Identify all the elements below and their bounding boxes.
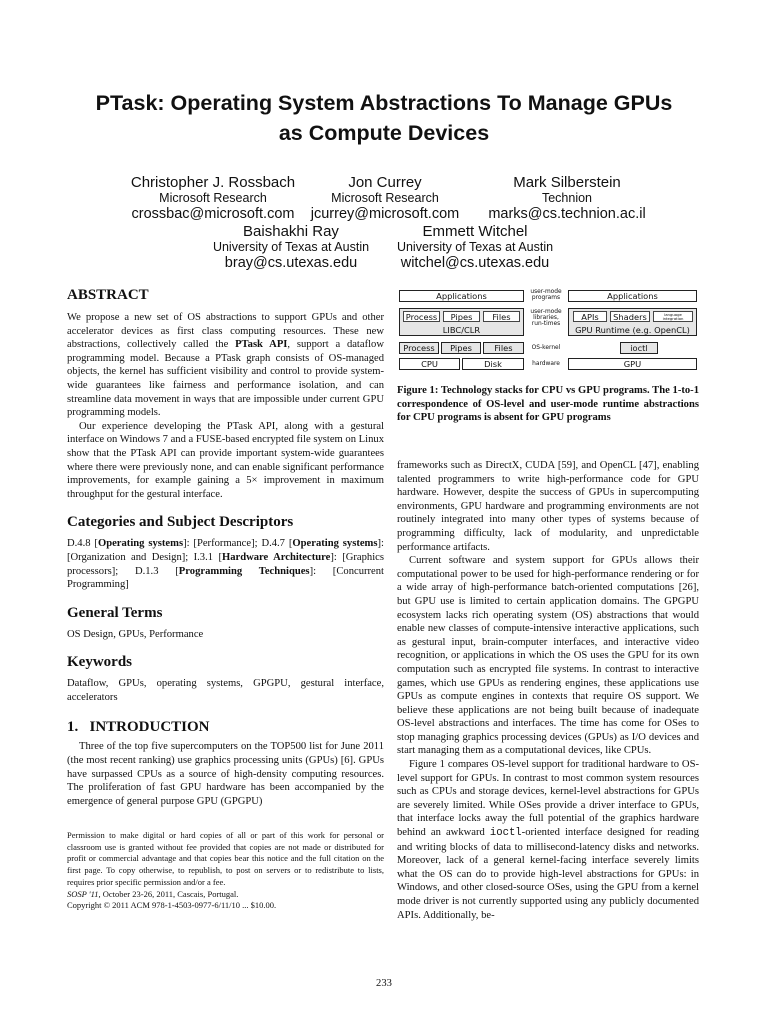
venue-name: SOSP '11, — [67, 888, 101, 899]
user-mode-libraries-label: user-mode libraries, run-times — [530, 309, 562, 328]
category-text: ]: [Concurrent Programming] — [67, 565, 384, 591]
author-affiliation: University of Texas at Austin — [212, 240, 370, 254]
gpu-hardware-box: GPU — [568, 358, 697, 370]
abstract-text: We propose a new set of OS abstractions to support GPUs and other accelerator devices as first class computing resources. These new abstractions, collectively called the — [67, 312, 384, 351]
author-email: jcurrey@microsoft.com — [310, 206, 460, 222]
category-bold: Hardware Architecture — [221, 551, 331, 563]
left-column — [67, 286, 384, 808]
figure-caption: Figure 1: Technology stacks for CPU vs GPU programs. The 1-to-1 correspondence of OS-level and user-mode runtime abstractions for CPU programs is absent for GPU programs — [397, 385, 699, 424]
abstract-paragraph-1 — [67, 311, 384, 420]
cpu-applications-box: Applications — [399, 290, 524, 302]
author-name: Jon Currey — [348, 174, 422, 191]
author-affiliation: Microsoft Research — [331, 191, 439, 205]
author-block-witchel — [380, 223, 570, 272]
intro-paragraph-3 — [397, 758, 699, 922]
category-text: ]: [Graphics processors]; D.1.3 [ — [67, 551, 384, 577]
categories-text — [67, 537, 384, 591]
cpu-libc-label: LIBC/CLR — [442, 324, 481, 335]
right-column — [397, 459, 699, 922]
category-bold: Operating systems — [97, 538, 184, 550]
author-email: witchel@cs.utexas.edu — [400, 255, 550, 271]
gpu-apis-box: APIs — [573, 311, 607, 322]
author-name: Emmett Witchel — [422, 223, 528, 240]
cpu-pipes-box: Pipes — [443, 311, 480, 322]
paper-title — [0, 88, 768, 148]
abstract-text: , support a dataflow programming model. Because a PTask graph consists of OS-managed objects, the kernel has sufficient visibility and control to provide system-wide guarantees like fairness and performance isolation, and can streamline data movement in ways that are impossible under current GPU programming models. — [67, 339, 385, 419]
gpu-language-integration-box: language integration — [653, 311, 693, 322]
cpu-os-pipes-box: Pipes — [441, 342, 481, 354]
category-bold: Programming Techniques — [178, 565, 310, 577]
disk-hardware-box: Disk — [462, 358, 524, 370]
author-block-ray — [196, 223, 386, 272]
author-name: Baishakhi Ray — [243, 223, 339, 240]
paragraph-text: Figure 1 compares OS-level support for traditional hardware to OS-level support for GPUs. In contrast to most common system resources such as CPUs and storage devices, kernel-level abstractions for GPUs are severely limited. While OSes provide a driver interface to GPUs, that interface locks away the full potential of the graphics hardware behind an awkward — [397, 759, 699, 839]
abstract-heading: ABSTRACT — [67, 287, 149, 303]
venue-line — [67, 889, 384, 901]
cpu-os-files-box: Files — [483, 342, 524, 354]
author-affiliation: Technion — [541, 191, 593, 205]
permission-text: Permission to make digital or hard copies of all or part of this work for personal or classroom use is granted without fee provided that copies are not made or distributed for profit or commercial advantage and that copies bear this notice and the full citation on the first page. To copy otherwise, to republish, to post on servers or to redistribute to lists, requires prior specific permission and/or a fee. — [67, 830, 384, 887]
introduction-heading: 1. INTRODUCTION — [67, 719, 210, 736]
author-affiliation: Microsoft Research — [159, 191, 267, 205]
title-line-2: as Compute Devices — [278, 121, 490, 145]
abstract-paragraph-2: Our experience developing the PTask API, along with a gestural interface on Windows 7 and a FUSE-based encrypted file system on Linux show that the PTask API can provide important system-wide guarantees where there were previously none, and can enable significant performance improvements, for example gaining a 5× improvement in maximum throughput for the gestural interface. — [67, 420, 384, 500]
title-line-1: PTask: Operating System Abstractions To Manage GPUs — [95, 91, 673, 115]
cpu-os-process-box: Process — [399, 342, 439, 354]
author-name: Mark Silberstein — [513, 174, 621, 191]
copyright-line: Copyright © 2011 ACM 978-1-4503-0977-6/11/10 ... $10.00. — [67, 900, 277, 911]
general-terms-heading: General Terms — [67, 604, 163, 621]
introduction-paragraph-1: Three of the top five supercomputers on the TOP500 list for June 2011 (the most recent ranking) use graphics processing units (GPUs) [6]. GPUs have surpassed CPUs as a source of high-density computing resources. The proliferation of fast GPU hardware has been accompanied by the emergence of general purpose GPU (GPGPU) — [67, 741, 384, 807]
venue-details: October 23-26, 2011, Cascais, Portugal. — [100, 888, 239, 899]
category-text: ]: [Performance]; D.4.7 [ — [183, 538, 293, 550]
gpu-ioctl-box: ioctl — [620, 342, 658, 354]
category-bold: Operating systems — [292, 538, 378, 550]
cpu-process-box: Process — [403, 311, 440, 322]
keywords-text: Dataflow, GPUs, operating systems, GPGPU, gestural interface, accelerators — [67, 678, 384, 703]
cpu-hardware-box: CPU — [399, 358, 460, 370]
gpu-applications-box: Applications — [568, 290, 697, 302]
author-affiliation: University of Texas at Austin — [396, 240, 554, 254]
permission-notice — [67, 830, 384, 912]
os-kernel-label: OS-kernel — [531, 345, 561, 351]
gpu-shaders-box: Shaders — [610, 311, 650, 322]
general-terms-text: OS Design, GPUs, Performance — [67, 628, 204, 640]
paragraph-text: -oriented interface designed for reading and writing blocks of data to millisecond-latency disks and networks. Moreover, lack of a general kernel-facing interface severely limits what the OS can do to provide high-level abstractions for GPUs: in Windows, and other closed-source OSes, using the GPU from a kernel mode driver is not currently supported using any publicly documented APIs. Additionally, be- — [397, 827, 700, 921]
ioctl-code-term: ioctl — [489, 827, 522, 840]
keywords-heading: Keywords — [67, 654, 132, 671]
author-email: crossbac@microsoft.com — [131, 206, 295, 222]
cpu-files-box: Files — [483, 311, 520, 322]
gpu-runtime-label: GPU Runtime (e.g. OpenCL) — [575, 324, 690, 335]
user-mode-programs-label: user-mode programs — [530, 289, 562, 302]
page-number: 233 — [376, 978, 392, 989]
figure-technology-stacks — [397, 287, 699, 373]
category-text: ]: [Organization and Design]; I.3.1 [ — [67, 538, 384, 563]
category-text: D.4.8 [ — [67, 538, 98, 550]
categories-heading: Categories and Subject Descriptors — [67, 514, 294, 531]
author-email: marks@cs.technion.ac.il — [488, 206, 646, 222]
intro-paragraph-2: Current software and system support for GPUs allows their computational power to be used for high-performance rendering or for a wide array of high-performance batch-oriented computations [26], but GPU use is limited to certain application domains. The GPGPU ecosystem lacks rich operating system (OS) abstractions that would enable new classes of compute-intensive interactive applications, such as gestural input, brain-computer interfaces, and interactive video recognition, or applications in which the OS uses the GPU for its own computation such as encrypted file systems. In contrast to interactive games, which use GPUs as rendering engines, these applications use GPUs as compute engines in contexts that require OS support. We believe these applications are not being built because of inadequate OS-level abstractions and interfaces. The time has come for OSes to stop managing graphics processing devices (GPUs) as I/O devices and start managing them as a computational devices, like CPUs. — [397, 555, 699, 757]
ptask-api-term: PTask API — [235, 339, 288, 351]
author-block-currey — [285, 174, 485, 223]
author-block-silberstein — [462, 174, 672, 223]
author-name: Christopher J. Rossbach — [130, 174, 296, 191]
hardware-label: hardware — [532, 361, 560, 367]
intro-paragraph-continued: frameworks such as DirectX, CUDA [59], and OpenCL [47], enabling talented programmers to write high-performance code for GPU hardware. However, despite the success of GPUs in supercomputing environments, GPU hardware and programming environments are not routinely integrated into many other types of systems because of programming difficulty, lack of modularity, and unpredictable performance artifacts. — [397, 460, 699, 553]
author-email: bray@cs.utexas.edu — [224, 255, 358, 271]
